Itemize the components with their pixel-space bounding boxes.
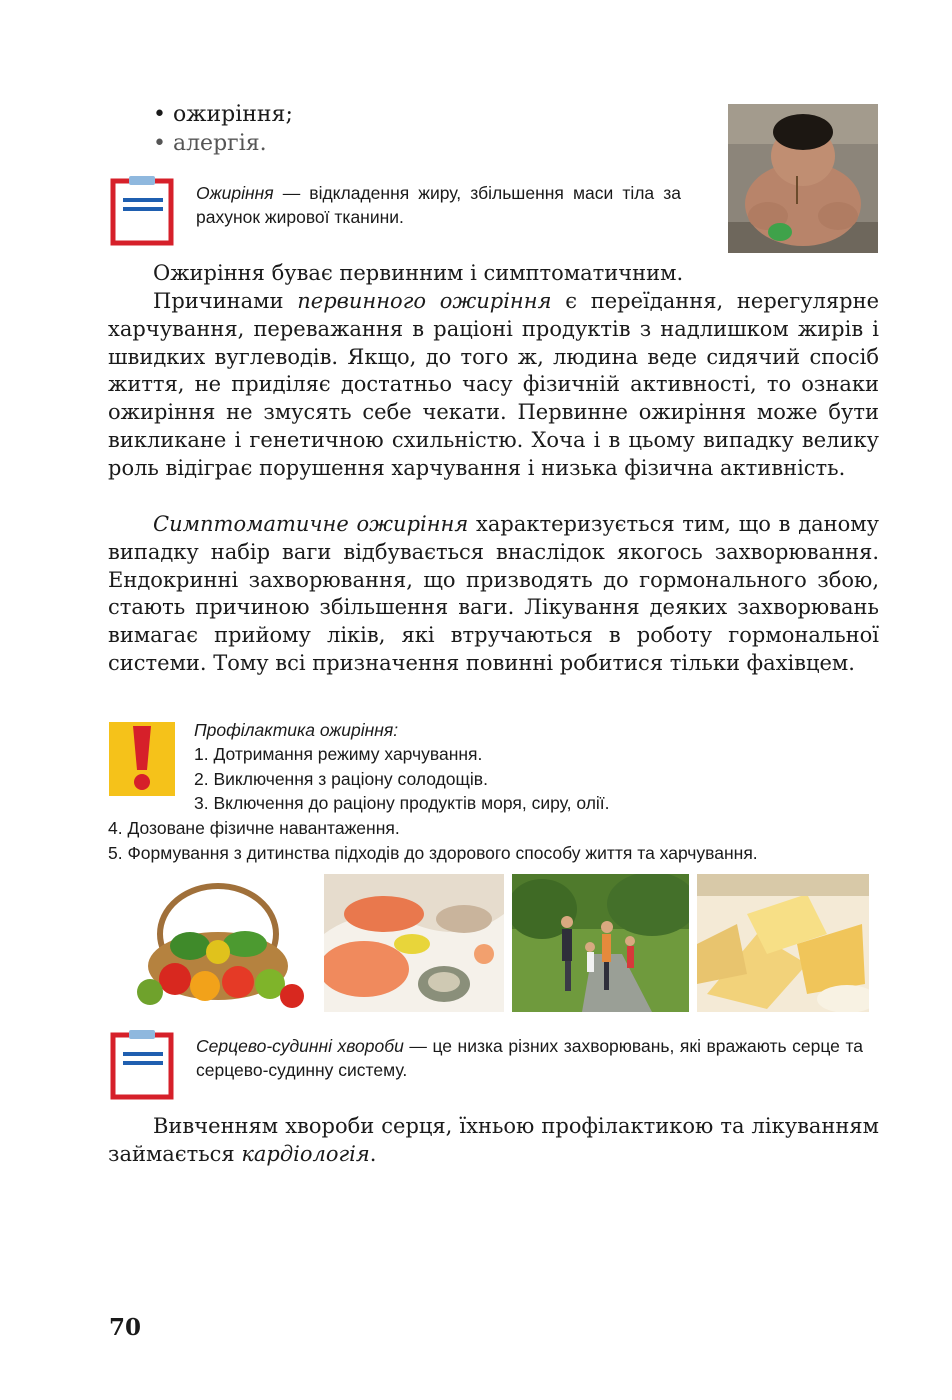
notebook-icon bbox=[109, 176, 175, 246]
prevention-item: 4. Дозоване фізичне навантаження. bbox=[108, 818, 400, 838]
paragraph-text: характеризується тим, що в даному випадку набір ваги відбувається внаслідок якогось захворювання. Ендокринні захворювання, що призводять до гормонального збою, стають причиною збільшення ваги. Лікування деяких захворювань вимагає прийому ліків, які втручаються в роботу гормональної системи. Тому всі призначення повинні робитися тільки фахівцем. bbox=[108, 512, 879, 675]
prevention-item: 5. Формування з дитинства підходів до здорового способу життя та харчування. bbox=[108, 842, 758, 863]
paragraph bbox=[108, 1113, 879, 1169]
paragraph bbox=[108, 288, 879, 483]
page-number: 70 bbox=[109, 1314, 142, 1341]
definition-text: — це низка різних захворювань, які вражають серце та серцево-судинну систему. bbox=[196, 1036, 864, 1080]
photo-seafood bbox=[324, 874, 504, 1012]
bullet-item: • алергія. bbox=[153, 131, 267, 156]
photo-cheese bbox=[697, 874, 869, 1012]
definition-term: Серцево-судинні хвороби bbox=[196, 1036, 404, 1056]
prevention-title: Профілактика ожиріння: bbox=[194, 720, 399, 740]
emphasis-term: кардіологія bbox=[241, 1141, 370, 1166]
prevention-item: 1. Дотримання режиму харчування. bbox=[194, 744, 483, 764]
emphasis-term: Симптоматичне ожиріння bbox=[153, 512, 469, 536]
bullet-item: • ожиріння; bbox=[153, 102, 293, 127]
paragraph bbox=[108, 511, 879, 678]
notebook-icon bbox=[109, 1030, 175, 1100]
paragraph-lead: Вивченням хвороби серця, їхньою профілактикою та лікуванням займається bbox=[108, 1114, 879, 1166]
definition-cardiovascular bbox=[196, 1034, 863, 1082]
bullet-list bbox=[153, 100, 293, 158]
prevention-item: 2. Виключення з раціону солодощів. bbox=[194, 768, 488, 789]
paragraph bbox=[108, 260, 879, 288]
emphasis-term: первинного ожиріння bbox=[297, 289, 552, 313]
photo-family-jogging bbox=[512, 874, 689, 1012]
prevention-list-continued bbox=[108, 816, 758, 865]
definition-term: Ожиріння bbox=[196, 183, 274, 203]
prevention-item: 3. Включення до раціону продуктів моря, сиру, олії. bbox=[194, 793, 610, 813]
photo-obese-baby bbox=[728, 104, 878, 253]
paragraph-lead: Причинами bbox=[153, 289, 298, 313]
photo-vegetables-basket bbox=[120, 874, 315, 1012]
definition-obesity bbox=[196, 181, 681, 229]
definition-text: — відкладення жиру, збільшення маси тіла за рахунок жирової тканини. bbox=[196, 183, 681, 227]
exclamation-icon bbox=[109, 722, 175, 796]
paragraph-text: Ожиріння буває первинним і симптоматичним. bbox=[153, 261, 684, 285]
paragraph-tail: . bbox=[369, 1141, 377, 1166]
paragraph-text: є переїдання, нерегулярне харчування, переважання в раціоні продуктів з надлишком жирів і швидких вуглеводів. Якщо, до того ж, людина веде сидячий спосіб життя, не приділяє достатньо часу фізичній активності, то ознаки ожиріння не змусять себе чекати. Первинне ожиріння може бути викликане і генетичною схильністю. Хоча і в цьому випадку велику роль відіграє порушення харчування і низька фізична активність. bbox=[108, 289, 880, 480]
prevention-list bbox=[194, 742, 610, 816]
